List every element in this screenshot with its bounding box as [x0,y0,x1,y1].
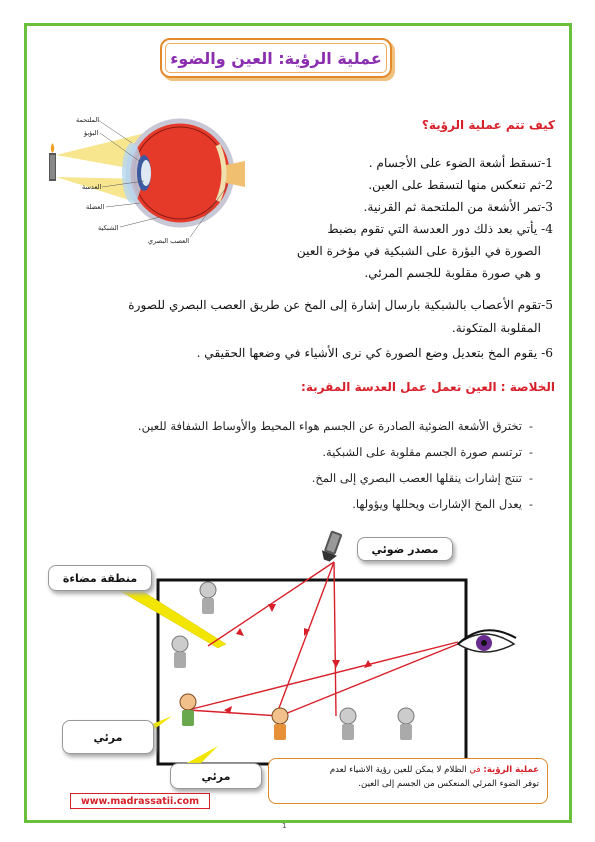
eye-diagram [40,105,245,250]
note-head: عملية الرؤية: [483,765,539,775]
section2-heading: الخلاصة : العين تعمل عمل العدسة المقربة: [301,380,555,394]
step-6: 6- يقوم المخ بتعديل وضع الصورة كي نرى الأشياء في وضعها الحقيقي . [196,346,553,360]
label-optic-nerve: العصب البصري [148,237,190,245]
visible-bottom-label: مرئي [170,763,262,789]
summary-item: - يعدل المخ الإشارات ويحللها ويؤولها. [50,491,540,517]
summary-item: - تنتج إشارات ينقلها العصب البصري إلى المخ. [50,465,540,491]
label-pupil: البؤبؤ [84,129,99,137]
summary-item: - تخترق الأشعة الضوئية الصادرة عن الجسم هواء المحيط والأوساط الشفافة للعين. [50,413,540,439]
step-5-cont: المقلوبة المتكونة. [451,321,541,335]
note-line-1 [277,763,539,777]
label-conjunctiva: الملتحمة [76,116,100,124]
note-box [268,758,548,804]
page-number: 1 [282,822,287,830]
step-3: 3-تمر الأشعة من الملتحمة ثم القرنية. [363,200,553,214]
lamp-icon [319,530,344,564]
title-box [160,38,392,78]
summary-list [50,413,540,517]
summary-item: - ترتسم صورة الجسم مقلوبة على الشبكية. [50,439,540,465]
label-lens: العدسة [82,183,102,191]
eyeball [122,121,245,225]
candle-icon [49,143,56,181]
visible-left-label: مرئي [62,720,154,754]
lit-zone-label: منطقة مضاءة [48,565,152,591]
steps-list [235,152,553,284]
step-2: 2-ثم تنعكس منها لتسقط على العين. [368,178,553,192]
step-1: 1-تسقط أشعة الضوء على الأجسام . [368,156,553,170]
step-4-cont-2: و هي صورة مقلوبة للجسم المرئي. [364,266,541,280]
light-source-label: مصدر ضوئي [357,537,453,561]
note-line-2: توفر الضوء المرئي المنعكس من الجسم إلى العين. [358,779,539,789]
step-4: 4- يأتي بعد ذلك دور العدسة التي تقوم بضبط [327,222,553,236]
section1-heading: كيف تتم عملية الرؤية؟ [421,118,555,132]
step-5: 5-تقوم الأعصاب بالشبكية بارسال إشارة إلى المخ عن طريق العصب البصري للصورة [128,298,553,312]
page-title: عملية الرؤية: العين والضوء [170,48,382,68]
label-retina: الشبكية [98,224,119,232]
note-accent: في [469,765,484,775]
note-line1-text: الظلام لا يمكن للعين رؤية الاشياء لعدم [329,765,470,775]
step-4-cont-1: الصورة في البؤرة على الشبكية في مؤخرة العين [296,244,541,258]
website-link[interactable]: www.madrassatii.com [70,793,210,809]
label-muscle: العضلة [86,203,105,211]
